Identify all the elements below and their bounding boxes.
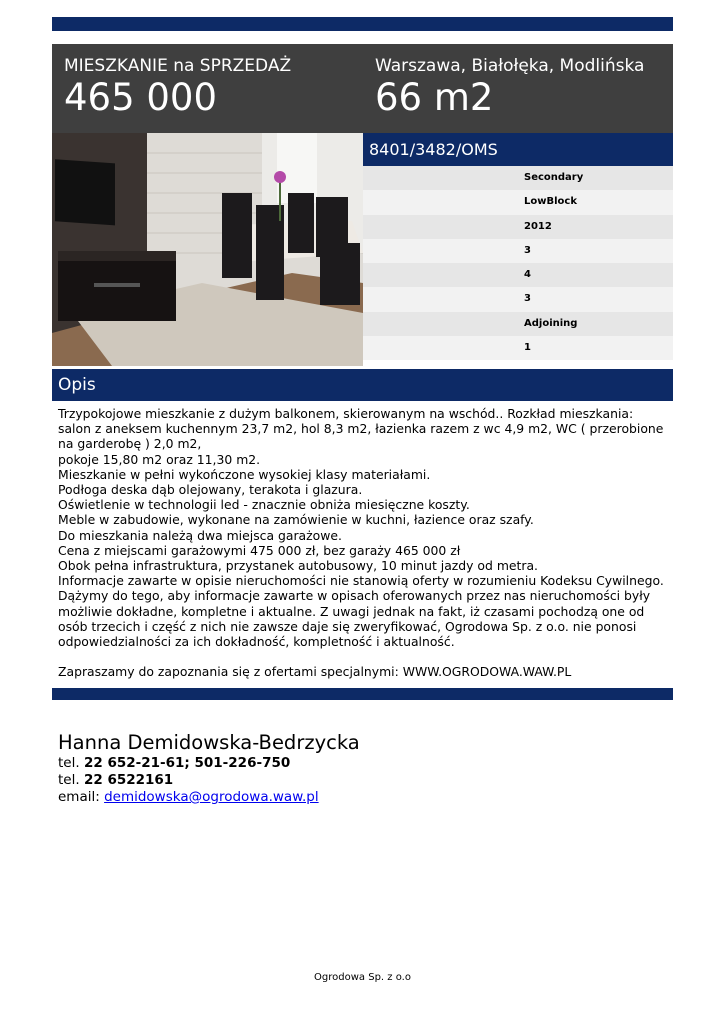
description-line: Dążymy do tego, aby informacje zawarte w opisach oferowanych przez nas nieruchomości były (58, 588, 651, 604)
footer-company: Ogrodowa Sp. z o.o (314, 972, 411, 983)
spec-row-kitchen: Adjoining (363, 312, 673, 336)
bottom-accent-bar (52, 688, 673, 700)
header-left (64, 56, 291, 120)
description-line: Mieszkanie w pełni wykończone wysokiej klasy materiałami. (58, 466, 431, 482)
description-line: możliwie dokładne, kompletne i aktualne. Z uwagi jednak na fakt, iż czasami pochodzą one od (58, 603, 645, 619)
description-heading: Opis (52, 369, 673, 401)
description-line: Obok pełna infrastruktura, przystanek autobusowy, 10 minut jazdy od metra. (58, 558, 538, 574)
agent-phone-line-1 (58, 755, 360, 772)
description-line: na garderobę ) 2,0 m2, (58, 436, 202, 452)
spec-row-value-8: 1 (363, 336, 673, 360)
description-line: Informacje zawarte w opisie nieruchomości nie stanowią oferty w rozumieniu Kodeksu Cywilnego. (58, 573, 664, 589)
agent-name: Hanna Demidowska-Bedrzycka (58, 731, 360, 754)
description-body (58, 406, 670, 680)
description-line: pokoje 15,80 m2 oraz 11,30 m2. (58, 451, 261, 467)
reference-number: 8401/3482/OMS (363, 133, 673, 166)
description-line: osób trzecich i część z nich nie zawsze daje się zweryfikować, Ogrodowa Sp. z o.o. nie ponosi (58, 618, 637, 634)
agent-contact (58, 731, 360, 806)
location: Warszawa, Białołęka, Modlińska (375, 56, 645, 76)
price: 465 000 (64, 76, 218, 119)
agent-phone-1: 22 652-21-61; 501-226-750 (83, 755, 291, 771)
offer-type: MIESZKANIE na SPRZEDAŻ (64, 56, 292, 76)
agent-email-link[interactable]: demidowska@ogrodowa.waw.pl (104, 789, 319, 805)
listing-header (52, 44, 673, 133)
agent-phone-2: 22 6522161 (83, 772, 174, 788)
agent-email-line (58, 789, 360, 806)
description-line: Trzypokojowe mieszkanie z dużym balkonem, skierowanym na wschód.. Rozkład mieszkania: (58, 406, 634, 421)
header-right (375, 56, 644, 120)
description-line: salon z aneksem kuchennym 23,7 m2, hol 8,3 m2, łazienka razem z wc 4,9 m2, WC ( przerobione (58, 421, 664, 437)
property-photo (52, 133, 363, 366)
tel-label: tel. (58, 755, 80, 771)
description-line: Meble w zabudowie, wykonane na zamówienie w kuchni, łazience oraz szafy. (58, 512, 534, 528)
spec-row-value-6: 3 (363, 287, 673, 311)
area: 66 m2 (375, 76, 494, 119)
description-line: Oświetlenie w technologii led - znacznie obniża miesięczne koszty. (58, 497, 470, 513)
top-accent-bar (52, 17, 673, 31)
description-spacer (58, 649, 670, 664)
spec-row-value-5: 4 (363, 263, 673, 287)
spec-row-value-4: 3 (363, 239, 673, 263)
agent-phone-line-2 (58, 772, 360, 789)
tel-label: tel. (58, 772, 80, 788)
spec-list (363, 166, 673, 360)
spec-row-building-type: LowBlock (363, 190, 673, 214)
description-line: odpowiedzialności za ich dokładność, kompletność i aktualność. (58, 634, 455, 650)
spec-row-market: Secondary (363, 166, 673, 190)
description-line: Do mieszkania należą dwa miejsca garażowe. (58, 527, 342, 543)
description-line: Zapraszamy do zapoznania się z ofertami specjalnymi: WWW.OGRODOWA.WAW.PL (58, 664, 572, 680)
email-label: email: (58, 789, 100, 805)
spec-row-year: 2012 (363, 215, 673, 239)
description-line: Podłoga deska dąb olejowany, terakota i glazura. (58, 482, 363, 498)
description-line: Cena z miejscami garażowymi 475 000 zł, bez garaży 465 000 zł (58, 542, 461, 558)
